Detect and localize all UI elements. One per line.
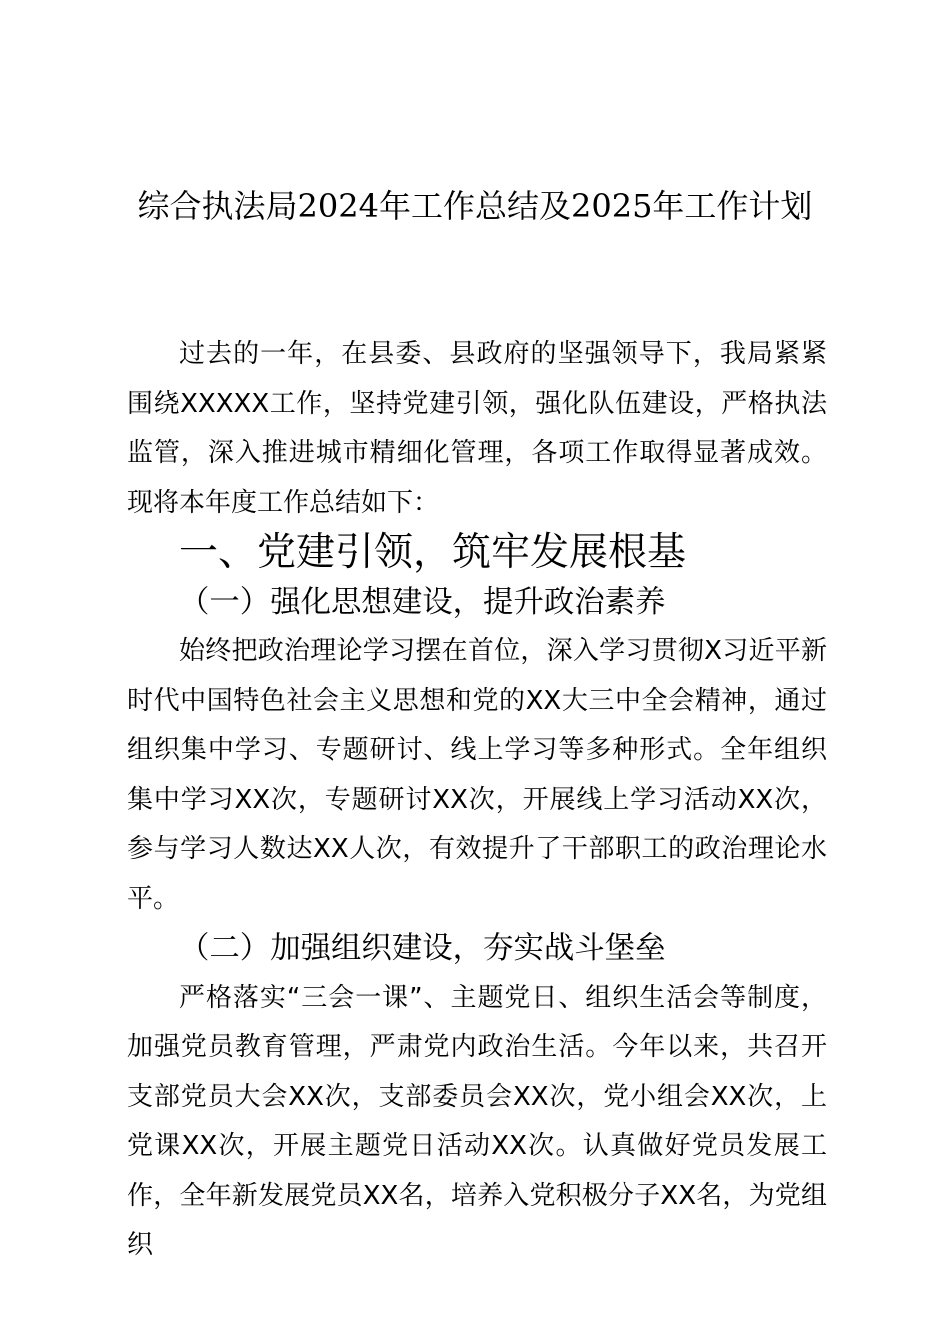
document-body <box>127 330 827 1271</box>
section-heading-1: 一、党建引领，筑牢发展根基 <box>179 530 687 575</box>
document-title: 综合执法局2024年工作总结及2025年工作计划 <box>137 187 813 225</box>
intro-paragraph: 过去的一年，在县委、县政府的坚强领导下，我局紧紧围绕XXXXX工作，坚持党建引领，强化队伍建设，严格执法监管，深入推进城市精细化管理，各项工作取得显著成效。现将本年度工作总结如下： <box>127 339 827 518</box>
subsection-paragraph-2: 严格落实“三会一课”、主题党日、组织生活会等制度，加强党员教育管理，严肃党内政治生活。今年以来，共召开支部党员大会XX次，支部委员会XX次，党小组会XX次，上党课XX次，开展主题党日活动XX次。认真做好党员发展工作，全年新发展党员XX名，培养入党积极分子XX名，为党组织 <box>127 982 827 1260</box>
subsection-heading-2: （二）加强组织建设，夯实战斗堡垒 <box>179 931 666 966</box>
subsection-heading-1: （一）强化思想建设，提升政治素养 <box>179 584 666 620</box>
subsection-paragraph-1: 始终把政治理论学习摆在首位，深入学习贯彻X习近平新时代中国特色社会主义思想和党的XX大三中全会精神，通过组织集中学习、专题研讨、线上学习等多种形式。全年组织集中学习XX次，专题研讨XX次，开展线上学习活动XX次，参与学习人数达XX人次，有效提升了干部职工的政治理论水平。 <box>127 636 827 914</box>
